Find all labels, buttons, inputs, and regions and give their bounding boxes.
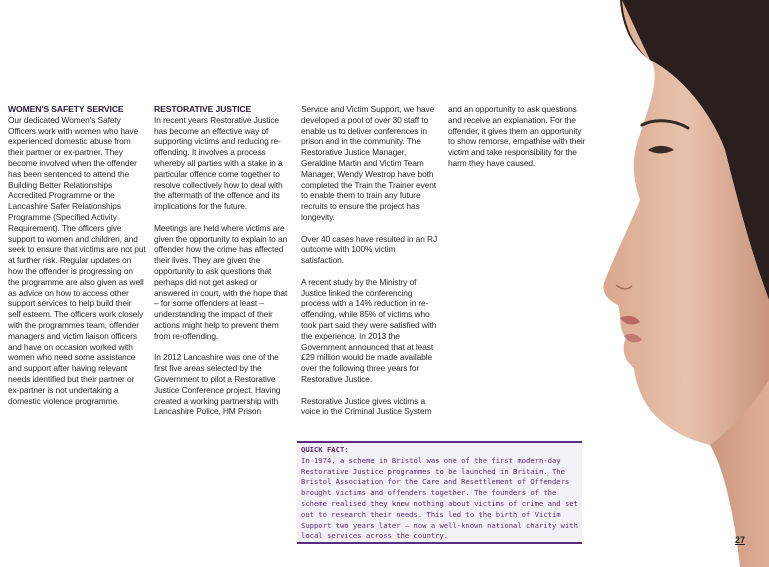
- col3-paragraph-1: Service and Victim Support, we have developed a pool of over 30 staff to enable us to deliver conferences in prison and in the community. The Restorative Justice Manager, Geraldine Martin and Victim Team Manager, Wendy Westrop have both completed the Train the Trainer event to enable them to train any future recruits to ensure the project has longevity.: [301, 104, 437, 222]
- woman-profile-photo: [560, 0, 769, 567]
- quick-fact-box: [297, 441, 582, 544]
- womens-safety-paragraph: Our dedicated Women's Safety Officers work with women who have experienced domestic abuse from their partner or ex-partner. They become involved when the offender has been sentenced to attend the Building Better Relationships Accredited Programme or the Lancashire Safer Relationships Programme (Specified Activity Requirement). The officers give support to women and children, and seek to ensure that victims are not put at further risk. Regular updates on how the offender is progressing on the programme are also given as well as advice on how to access other support services to help build their self esteem. The officers work closely with the programmes team, offender managers and victim liaison officers and have on occasion worked with women who need some assistance and support after having relevant needs identified but their partner or ex-partner is not undertaking a domestic violence programme.: [8, 114, 146, 406]
- col3-paragraph-4: Restorative Justice gives victims a voice in the Criminal Justice System: [301, 395, 432, 417]
- restorative-justice-heading: RESTORATIVE JUSTICE: [154, 104, 252, 114]
- quick-fact-body: In 1974, a scheme in Bristol was one of the first modern-day Restorative Justice programmes to be launched in Britain. The Bristol Association for the Care and Resettlement of Offenders brought victims and offenders together. The founders of the scheme realised they knew nothing about victims of crime and set out to research their needs. This led to the birth of Victim Support two years later – now a well-known national charity with local services across the country.: [301, 455, 578, 541]
- col3-paragraph-2: Over 40 cases have resulted in an RJ outcome with 100% victim satisfaction.: [301, 233, 438, 266]
- restorative-justice-paragraph-3: In 2012 Lancashire was one of the first five areas selected by the Government to pilot a Restorative Justice Conference project. Having created a working partnership with Lancashire Police, HM Prison: [154, 352, 281, 417]
- restorative-justice-paragraph-1: In recent years Restorative Justice has become an effective way of supporting victims and reducing re-offending. It involves a process whereby all parties with a stake in a particular offence come together to resolve collectively how to deal with the aftermath of the offence and its implications for the future.: [154, 114, 283, 212]
- col4-paragraph-1: and an opportunity to ask questions and receive an explanation. For the offender, it gives them an opportunity to show remorse, empathise with their victim and take responsibility for the harm they have caused.: [448, 104, 586, 168]
- column-restorative-justice: [154, 104, 292, 428]
- col3-paragraph-3: A recent study by the Ministry of Justice linked the conferencing process with a 14% reduction in re-offending, while 85% of victims who took part said they were satisfied with the experience. In 2013 the Government announced that at least £29 million would be made available over the following three years for Restorative Justice.: [301, 276, 437, 384]
- column-womens-safety: [8, 104, 146, 417]
- quick-fact-title: QUICK FACT:: [301, 445, 349, 454]
- column-conclusion: [448, 104, 586, 180]
- restorative-justice-paragraph-2: Meetings are held where victims are given the opportunity to explain to an offender how the crime has affected their lives. They are given the opportunity to ask questions that perhaps did not get asked or answered in court, with the hope that – for some offenders at least – understanding the impact of their actions might help to prevent them from re-offending.: [154, 222, 288, 341]
- page-number: 27: [735, 535, 746, 545]
- womens-safety-heading: WOMEN'S SAFETY SERVICE: [8, 104, 124, 114]
- column-continuation: [301, 104, 439, 428]
